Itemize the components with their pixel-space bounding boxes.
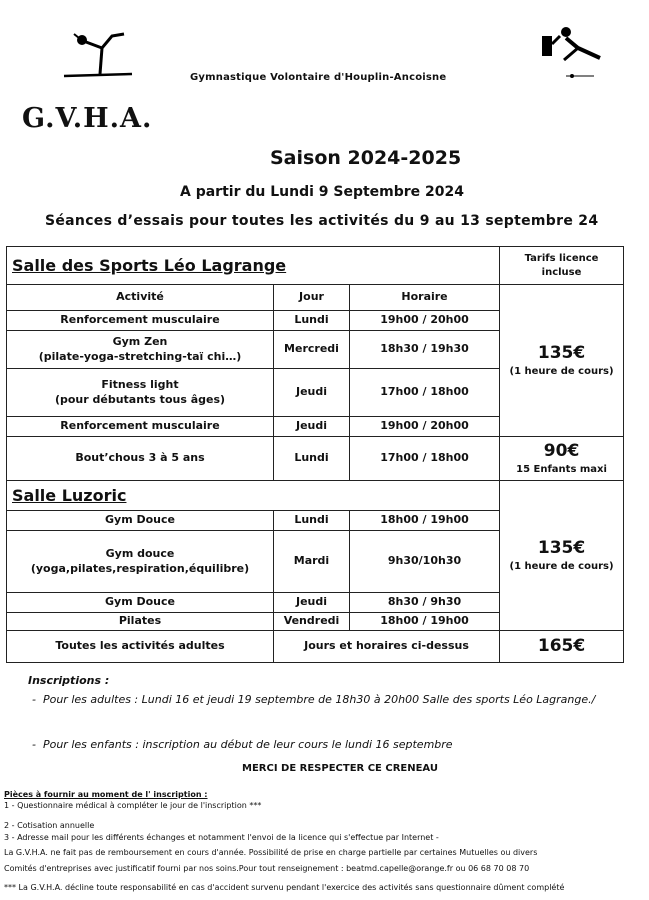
column-hours: Horaire	[350, 285, 500, 311]
footer-disclaimer: *** La G.V.H.A. décline toute responsabilité en cas d'accident survenu pendant l'exercice des activités sans questionnaire dûment complété	[4, 883, 565, 892]
organization-name: Gymnastique Volontaire d'Houplin-Ancoisne	[190, 72, 447, 83]
price-luzoric: 135€	[537, 538, 586, 559]
table-row: Fitness light (pour débutants tous âges) Jeudi 17h00 / 18h00	[7, 369, 624, 417]
price-note: (1 heure de cours)	[509, 366, 614, 378]
venue-leo-lagrange: Salle des Sports Léo Lagrange	[7, 247, 500, 285]
price-cell	[500, 285, 624, 437]
column-activity: Activité	[7, 285, 274, 311]
venue-luzoric: Salle Luzoric	[7, 481, 500, 511]
pieces-title: Pièces à fournir au moment de l' inscription :	[4, 790, 208, 799]
price-kids: 90€	[543, 441, 580, 462]
footer-item-2: 2 - Cotisation annuelle	[4, 821, 95, 830]
logo-text: G.V.H.A.	[22, 103, 153, 134]
trial-sessions-note: Séances d’essais pour toutes les activités du 9 au 13 septembre 24	[45, 213, 599, 229]
merci-note: MERCI DE RESPECTER CE CRENEAU	[242, 763, 438, 774]
footer-contact: Comités d'entreprises avec justificatif fourni par nos soins.Pour tout renseignement : beatmd.capelle@orange.fr ou 06 68 70 08 70	[4, 864, 530, 873]
price-note: (1 heure de cours)	[509, 561, 614, 573]
table-row: Gym Douce Jeudi 8h30 / 9h30	[7, 593, 624, 613]
table-row: Gym Zen (pilate-yoga-stretching-taï chi…) Mercredi 18h30 / 19h30	[7, 331, 624, 369]
footer-refund: La G.V.H.A. ne fait pas de remboursement en cours d'année. Possibilité de prise en charge partielle par certaines Mutuelles ou divers	[4, 848, 538, 857]
yoga-pose-icon	[62, 26, 137, 82]
price-cell	[500, 481, 624, 631]
footer-item-1: 1 - Questionnaire médical à compléter le jour de l'inscription ***	[4, 801, 262, 810]
inscriptions-title: Inscriptions :	[28, 674, 110, 687]
table-row: Gym Douce Lundi 18h00 / 19h00	[7, 511, 624, 531]
schedule-table	[6, 246, 624, 663]
price-all: 165€	[537, 636, 586, 657]
start-date: A partir du Lundi 9 Septembre 2024	[180, 184, 465, 200]
tarifs-header: Tarifs licence incluse	[500, 247, 624, 285]
table-row: Renforcement musculaire Jeudi 19h00 / 20h00	[7, 417, 624, 437]
price-leo-lagrange: 135€	[537, 343, 586, 364]
table-row: Bout’chous 3 à 5 ans Lundi 17h00 / 18h00 90€ 15 Enfants maxi	[7, 437, 624, 481]
season-title: Saison 2024-2025	[270, 147, 462, 169]
table-row: Pilates Vendredi 18h00 / 19h00	[7, 613, 624, 631]
table-row: Gym douce (yoga,pilates,respiration,équilibre) Mardi 9h30/10h30	[7, 531, 624, 593]
footer-item-3: 3 - Adresse mail pour les différents échanges et notamment l'envoi de la licence qui s'effectue par Internet -	[4, 833, 439, 842]
list-item-adults: - Pour les adultes : Lundi 16 et jeudi 19 septembre de 18h30 à 20h00 Salle des sports Léo Lagrange./	[32, 693, 596, 706]
column-day: Jour	[274, 285, 350, 311]
table-row: Toutes les activités adultes Jours et horaires ci-dessus 165€	[7, 631, 624, 663]
price-kids-note: 15 Enfants maxi	[516, 464, 607, 476]
exercise-figure-icon	[538, 22, 610, 80]
list-item-children: - Pour les enfants : inscription au début de leur cours le lundi 16 septembre	[32, 738, 453, 751]
table-row: Renforcement musculaire Lundi 19h00 / 20h00	[7, 311, 624, 331]
